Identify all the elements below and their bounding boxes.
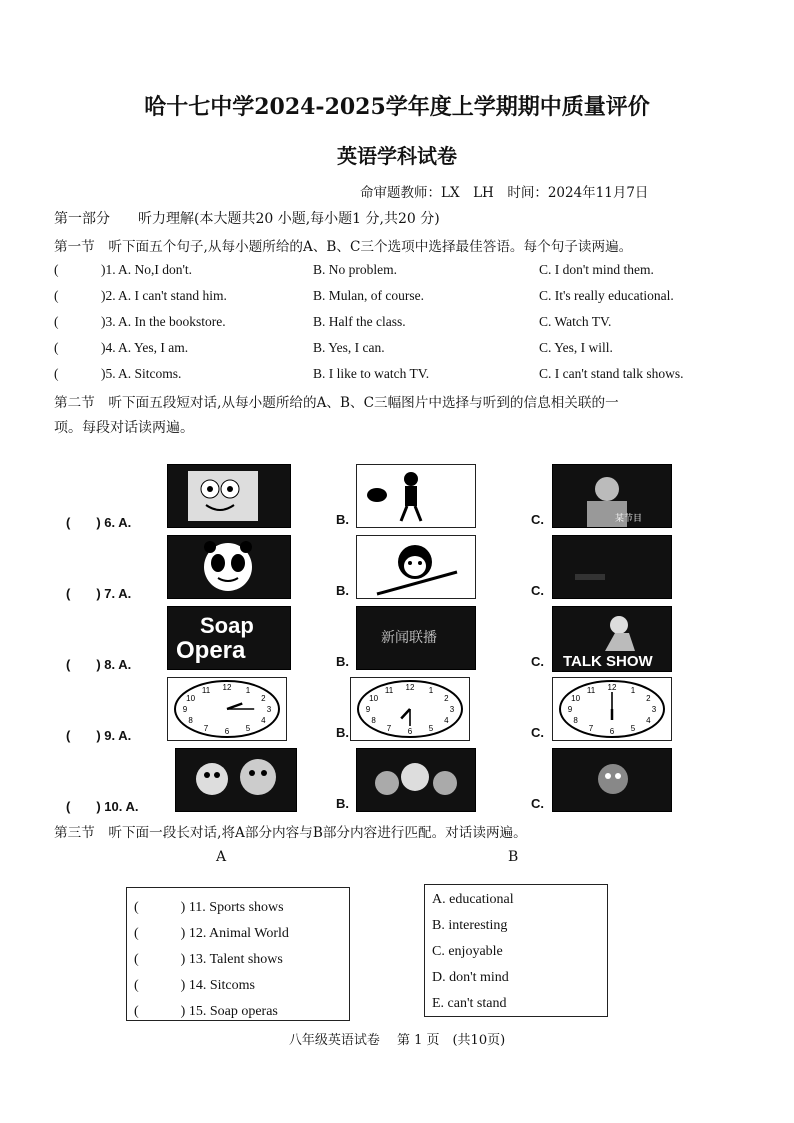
clock-icon xyxy=(553,678,671,740)
q6-image-b[interactable] xyxy=(356,464,476,528)
clock-numeral: 4 xyxy=(444,716,449,725)
option-a: A. In the bookstore. xyxy=(118,314,226,329)
option-b: B. I like to watch TV. xyxy=(313,366,430,381)
question-blank-paren: ( xyxy=(54,262,59,277)
clock-numeral: 4 xyxy=(646,716,651,725)
clock-numeral: 12 xyxy=(607,683,617,692)
clock-numeral: 3 xyxy=(266,705,272,714)
q8-option-b-label: B. xyxy=(336,654,349,669)
cartoon-characters-icon xyxy=(176,749,296,811)
clock-numeral: 9 xyxy=(567,705,573,714)
clock-numeral: 12 xyxy=(222,683,232,692)
q9-option-c-label: C. xyxy=(531,725,544,740)
option-a: A. No,I don't. xyxy=(118,262,193,277)
question-number: )1. xyxy=(101,262,116,277)
q9-image-a[interactable] xyxy=(167,677,287,741)
dark-scene-icon xyxy=(553,536,671,598)
clock-numeral: 8 xyxy=(188,716,193,725)
q10-option-c-label: C. xyxy=(531,796,544,811)
q6-option-c-label: C. xyxy=(531,512,544,527)
q6-image-a[interactable] xyxy=(167,464,291,528)
clock-numeral: 5 xyxy=(428,724,434,734)
clock-numeral: 6 xyxy=(407,727,413,736)
q8-image-b[interactable] xyxy=(356,606,476,670)
option-a: A. Yes, I am. xyxy=(118,340,189,355)
clock-numeral: 11 xyxy=(201,685,211,695)
question-number: )2. xyxy=(101,288,116,303)
question-blank-paren: ( xyxy=(54,366,59,381)
exam-meta: 命审题教师：LX LH 时间：2024年11月7日 xyxy=(360,185,649,201)
question-blank-paren: ( xyxy=(54,314,59,329)
q10-image-b[interactable] xyxy=(356,748,476,812)
clock-numeral: 1 xyxy=(428,685,434,695)
exam-subtitle: 英语学科试卷 xyxy=(337,144,457,168)
part1-heading: 第一部分 听力理解(本大题共20 小题,每小题1 分,共20 分) xyxy=(54,211,440,227)
q6-option-b-label: B. xyxy=(336,512,349,527)
option-c: C. Watch TV. xyxy=(539,314,612,329)
clock-numeral: 7 xyxy=(588,724,594,734)
q7-image-a[interactable] xyxy=(167,535,291,599)
option-a: A. I can't stand him. xyxy=(118,288,227,303)
news-logo-text: 新闻联播 xyxy=(381,630,437,646)
question-number: )5. xyxy=(101,366,116,381)
clock-numeral: 9 xyxy=(182,705,188,714)
matching-item-b: E. can't stand xyxy=(432,996,507,1011)
question-blank-paren: ( xyxy=(54,340,59,355)
clock-numeral: 2 xyxy=(444,694,449,703)
soap-logo-text: Soap xyxy=(200,613,254,638)
matching-item-a: ( ) 11. Sports shows xyxy=(134,900,284,915)
opera-logo-text: Opera xyxy=(176,637,246,664)
panda-icon xyxy=(168,536,290,598)
clock-numeral: 10 xyxy=(571,694,581,703)
column-b-label: B xyxy=(508,849,519,865)
section2-instruction-2: 项。每段对话读两遍。 xyxy=(54,420,194,436)
page-footer: 八年级英语试卷 第 1 页 (共10页) xyxy=(288,1033,506,1048)
option-b: B. Mulan, of course. xyxy=(313,288,424,303)
clock-icon xyxy=(168,678,286,740)
q7-label: ( ) 7. A. xyxy=(66,586,132,601)
matching-item-b: A. educational xyxy=(432,892,514,907)
host-portrait-icon xyxy=(553,465,671,527)
q7-image-c[interactable] xyxy=(552,535,672,599)
q8-option-c-label: C. xyxy=(531,654,544,669)
q8-label: ( ) 8. A. xyxy=(66,657,132,672)
q6-c-caption: 某节目 xyxy=(615,514,643,524)
clock-numeral: 2 xyxy=(646,694,651,703)
q10-image-a[interactable] xyxy=(175,748,297,812)
question-number: )3. xyxy=(101,314,116,329)
q9-option-b-label: B. xyxy=(336,725,349,740)
clock-numeral: 5 xyxy=(630,724,636,734)
clock-numeral: 11 xyxy=(586,685,596,695)
q9-image-b[interactable] xyxy=(350,677,470,741)
option-c: C. I can't stand talk shows. xyxy=(539,366,684,381)
option-b: B. No problem. xyxy=(313,262,397,277)
clock-numeral: 3 xyxy=(651,705,657,714)
clock-numeral: 1 xyxy=(245,685,251,695)
matching-item-a: ( ) 14. Sitcoms xyxy=(134,978,255,993)
q6-label: ( ) 6. A. xyxy=(66,515,132,530)
clock-numeral: 2 xyxy=(261,694,266,703)
question-number: )4. xyxy=(101,340,116,355)
q7-option-c-label: C. xyxy=(531,583,544,598)
talk-show-host-icon xyxy=(553,607,671,651)
section2-instruction-1: 第二节 听下面五段短对话,从每小题所给的A、B、C三幅图片中选择与听到的信息相关联的一 xyxy=(54,395,619,411)
clock-numeral: 7 xyxy=(386,724,392,734)
clock-numeral: 5 xyxy=(245,724,251,734)
q10-image-c[interactable] xyxy=(552,748,672,812)
option-b: B. Yes, I can. xyxy=(313,340,385,355)
clock-numeral: 6 xyxy=(609,727,615,736)
clock-numeral: 8 xyxy=(371,716,376,725)
q10-label: ( ) 10. A. xyxy=(66,799,139,814)
q6-image-c[interactable] xyxy=(552,464,672,528)
clock-numeral: 8 xyxy=(573,716,578,725)
q9-image-c[interactable] xyxy=(552,677,672,741)
matching-item-b: D. don't mind xyxy=(432,970,509,985)
clock-numeral: 6 xyxy=(224,727,230,736)
matching-item-a: ( ) 15. Soap operas xyxy=(134,1004,278,1019)
question-blank-paren: ( xyxy=(54,288,59,303)
column-a-label: A xyxy=(216,849,227,865)
clock-numeral: 1 xyxy=(630,685,636,695)
clock-icon xyxy=(351,678,469,740)
q8-image-a[interactable] xyxy=(167,606,291,670)
option-a: A. Sitcoms. xyxy=(118,366,182,381)
matching-item-a: ( ) 13. Talent shows xyxy=(134,952,283,967)
option-b: B. Half the class. xyxy=(313,314,406,329)
matching-item-b: C. enjoyable xyxy=(432,944,503,959)
q8-image-c[interactable] xyxy=(552,606,672,672)
clock-numeral: 12 xyxy=(405,683,415,692)
character-face-icon xyxy=(553,749,671,811)
exam-title: 哈十七中学2024-2025学年度上学期期中质量评价 xyxy=(144,94,650,120)
option-c: C. Yes, I will. xyxy=(539,340,613,355)
clock-numeral: 7 xyxy=(203,724,209,734)
matching-item-b: B. interesting xyxy=(432,918,508,933)
clock-numeral: 11 xyxy=(384,685,394,695)
section1-instruction: 第一节 听下面五个句子,从每小题所给的A、B、C三个选项中选择最佳答语。每个句子读两遍。 xyxy=(54,239,633,255)
q7-image-b[interactable] xyxy=(356,535,476,599)
clock-numeral: 10 xyxy=(369,694,379,703)
talk-show-text: TALK SHOW xyxy=(563,653,653,670)
clock-numeral: 9 xyxy=(365,705,371,714)
section3-instruction: 第三节 听下面一段长对话,将A部分内容与B部分内容进行匹配。对话读两遍。 xyxy=(54,825,527,841)
option-c: C. I don't mind them. xyxy=(539,262,654,277)
sponge-cartoon-icon xyxy=(168,465,290,527)
matching-item-a: ( ) 12. Animal World xyxy=(134,926,289,941)
q7-option-b-label: B. xyxy=(336,583,349,598)
clock-numeral: 3 xyxy=(449,705,455,714)
option-c: C. It's really educational. xyxy=(539,288,674,303)
clock-numeral: 4 xyxy=(261,716,266,725)
clock-numeral: 10 xyxy=(186,694,196,703)
q9-label: ( ) 9. A. xyxy=(66,728,132,743)
monkey-king-icon xyxy=(357,536,475,598)
q10-option-b-label: B. xyxy=(336,796,349,811)
robot-cat-group-icon xyxy=(357,749,475,811)
dancer-icon xyxy=(357,465,475,527)
